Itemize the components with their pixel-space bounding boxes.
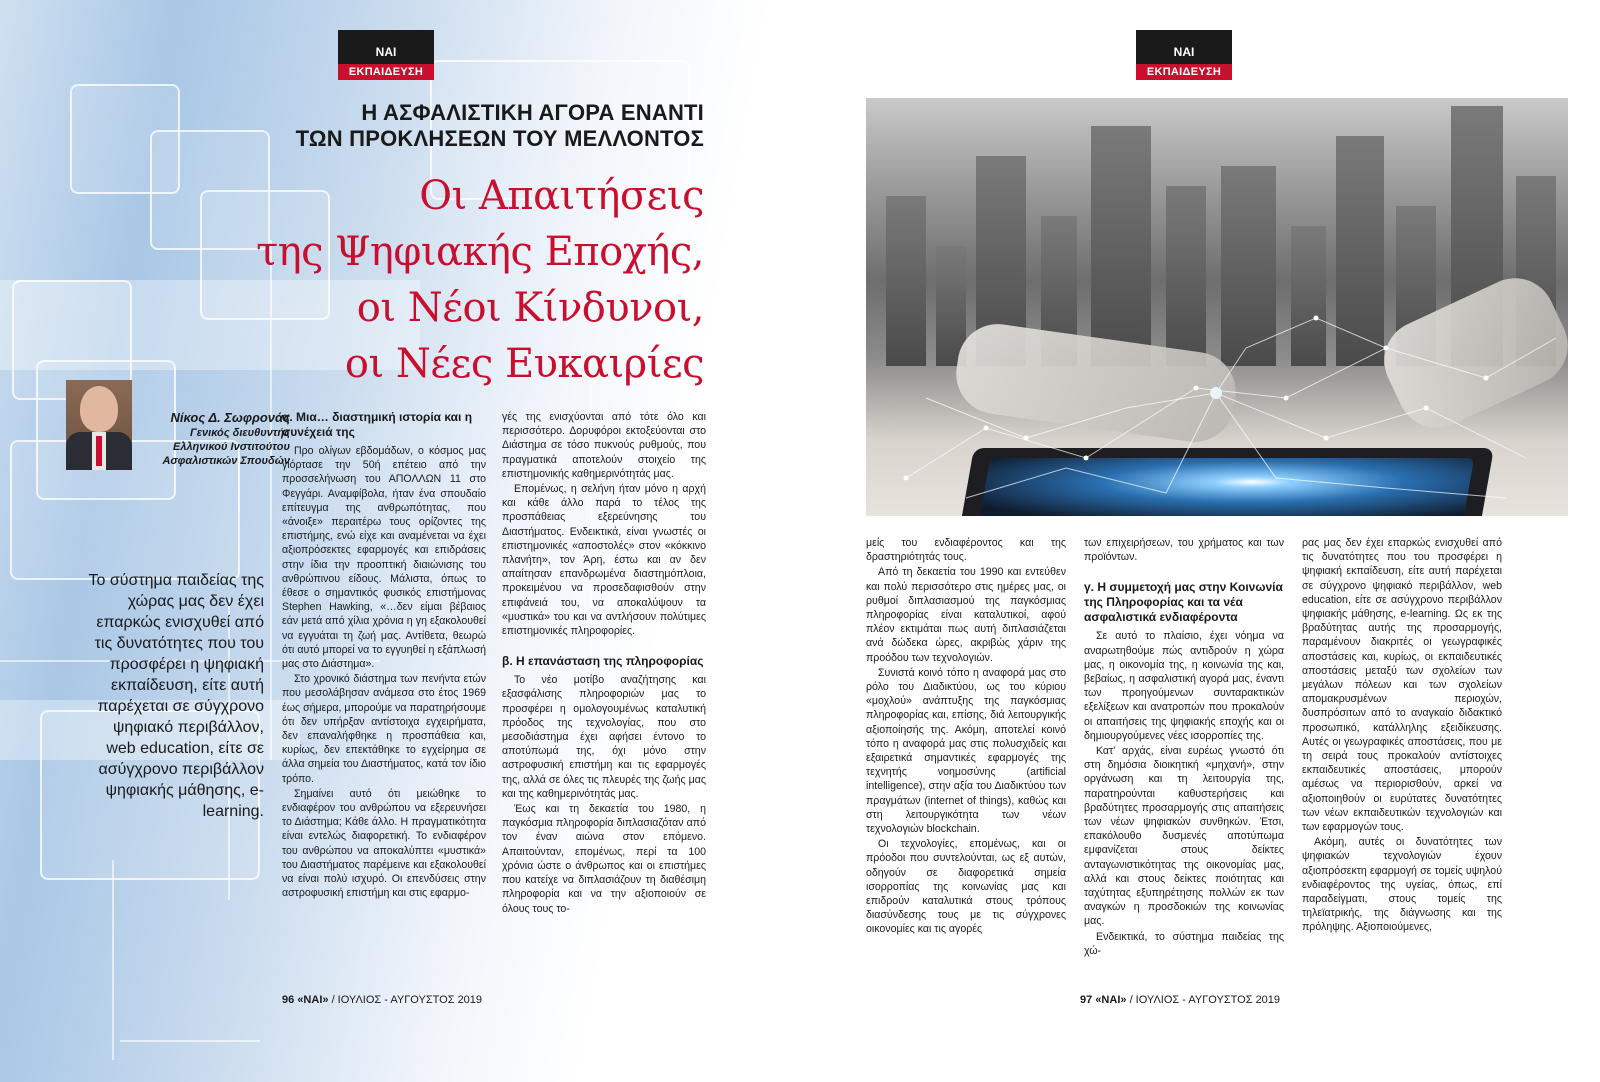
network-overlay bbox=[866, 98, 1568, 516]
network-node bbox=[1324, 436, 1329, 441]
issue-date: / ΙΟΥΛΙΟΣ - ΑΥΓΟΥΣΤΟΣ 2019 bbox=[331, 994, 483, 1006]
paragraph: Οι τεχνολογίες, επομένως, και οι πρόοδοι που συντελούνται, ως εξ αυτών, οδηγούν σε διαφορετικά σημεία ισορροπίας της κοινωνίας μας και επιδρούν καταλυτικά στους τρόπους διασύνδεσης τους με τις σύγχρονες οικονομίες και τις αγορές bbox=[866, 838, 1066, 936]
article-kicker bbox=[144, 100, 704, 152]
network-line bbox=[906, 338, 1556, 478]
section-heading-c: γ. Η συμμετοχή μας στην Κοινωνία της Πληροφορίας και τα νέα ασφαλιστικά ενδιαφέροντα bbox=[1084, 580, 1283, 625]
text-column-3 bbox=[866, 536, 1066, 966]
text-column-1 bbox=[282, 410, 486, 965]
network-node bbox=[984, 426, 989, 431]
paragraph: Κατ' αρχάς, είναι ευρέως γνωστό ότι στη δημόσια διοικητική «μηχανή», στην οργάνωση και τη λειτουργία της, παρατηρούνται καθυστερήσεις και βραδύτητες προσαρμογής στις απαιτήσεις των νέων ψηφιακών συνθηκών. Έτσι, επακόλουθο δυσμενές αποτύπωμα εμφανίζεται στους δείκτες ανταγωνιστικότητας της οικονομίας μας, αλλά και στους δείκτες ποιότητας και ταχύτητας εξυπηρέτησης πολλών εκ των αναγκών η προσδοκιών της κοινωνίας μας. bbox=[1084, 745, 1284, 928]
author-photo bbox=[66, 380, 132, 470]
network-node bbox=[1024, 436, 1029, 441]
network-node bbox=[1284, 396, 1289, 401]
network-node bbox=[1424, 406, 1429, 411]
network-node bbox=[1384, 346, 1389, 351]
article-headline bbox=[104, 168, 704, 392]
paragraph: Το νέο μοτίβο αναζήτησης και εξασφάλισης πληροφοριών μας το προσφέρει η ομολογουμένως καταλυτική πρόοδος της τεχνολογίας, που στο μεσοδιάστημα έχει αφήσει έντονο το αποτύπωμά της, όχι μόνο στην αστροφυσική επιστήμη και τις εφαρμογές της, αλλά σε όλες τις πλευρές της ζωής μας και της καθημερινότητάς μας. bbox=[502, 674, 706, 800]
page-folio bbox=[1080, 994, 1280, 1006]
author-photo-head bbox=[80, 386, 118, 432]
network-node bbox=[1314, 316, 1319, 321]
section-tab bbox=[338, 30, 434, 80]
paragraph: Προ ολίγων εβδομάδων, ο κόσμος μας γιόρτασε την 50ή επέτειο από την προσσελήνωση του ΑΠΟΛΛΩΝ 11 στο Φεγγάρι. Αναμφίβολα, ήταν ένα σπουδαίο επίτευγμα της ανθρωπότητας, που «άνοιξε» περαιτέρω τους ορίζοντες της επιστήμης, ενώ είχε και αναμένεται να έχει αξιοπρόσεκτες εφαρμογές και επιδράσεις στην ίδια την προοπτική διαιώνισης του ανθρώπινου είδους. Μάλιστα, όπως το έθεσε ο σημαντικός φυσικός επιστήμονας Stephen Hawking, «…δεν είμαι βέβαιος εάν μετά από χίλια χρόνια η γη εξακολουθεί να εγγυάται τη ζωή μας. Αντίθετα, θεωρώ ότι αυτό μπορεί να το εγγυηθεί η εξάπλωσή μας στο Διάστημα». bbox=[282, 445, 486, 671]
right-page bbox=[800, 0, 1600, 1082]
network-glow-node bbox=[1210, 387, 1222, 399]
page-folio bbox=[282, 994, 482, 1006]
headline-line: της Ψηφιακής Εποχής, bbox=[256, 229, 704, 275]
paragraph: των επιχειρήσεων, του χρήματος και των προϊόντων. bbox=[1084, 537, 1284, 564]
paragraph: Ενδεικτικά, το σύστημα παιδείας της χώ- bbox=[1084, 930, 1284, 957]
author-byline bbox=[140, 410, 290, 468]
author-role-line: Γενικός διευθυντής bbox=[190, 427, 290, 439]
author-name: Νίκος Δ. Σωφρονάς bbox=[170, 410, 290, 425]
hero-image bbox=[866, 98, 1568, 516]
issue-date: / ΙΟΥΛΙΟΣ - ΑΥΓΟΥΣΤΟΣ 2019 bbox=[1129, 994, 1281, 1006]
author-role-line: Ελληνικού Ινστιτούτου bbox=[172, 441, 290, 453]
section-tab-magazine: ΝΑΙ bbox=[1136, 30, 1232, 64]
kicker-line: Η ΑΣΦΑΛΙΣΤΙΚΗ ΑΓΟΡΑ ΕΝΑΝΤΙ bbox=[361, 100, 704, 125]
section-tab bbox=[1136, 30, 1232, 80]
text-column-2 bbox=[502, 410, 706, 965]
kicker-line: ΤΩΝ ΠΡΟΚΛΗΣΕΩΝ ΤΟΥ ΜΕΛΛΟΝΤΟΣ bbox=[295, 126, 704, 151]
section-heading-a: α. Μια… διαστημική ιστορία και η συνέχειά της bbox=[282, 410, 473, 439]
magazine-name: «ΝΑΙ» bbox=[297, 994, 329, 1006]
headline-line: Οι Απαιτήσεις bbox=[419, 173, 704, 219]
paragraph: Σημαίνει αυτό ότι μειώθηκε το ενδιαφέρον του ανθρώπου να εξερευνήσει το Διάστημα; Κάθε άλλο. Η πραγματικότητα είναι εντελώς διαφορετική. Το ενδιαφέρον του ανθρώπου να αποκαλύπτει «μυστικά» του Διαστήματος παρέμεινε και εξακολουθεί να είναι πολύ ισχυρό. Οι επενδύσεις στην αστροφυσική επιστήμη και στις εφαρμο- bbox=[282, 787, 486, 900]
network-node bbox=[1194, 386, 1199, 391]
network-node bbox=[1484, 376, 1489, 381]
paragraph: Συνιστά κοινό τόπο η αναφορά μας στο ρόλο του Διαδικτύου, ως του κύριου «μοχλού» ανάπτυξης της παγκόσμιας πληροφορίας και, επίσης, διά λειτουργικής αξιοποίησής της. Ακόμη, αποτελεί κοινό τόπο η αναφορά μας στις πολυσχιδείς και εξαιρετικά σημαντικές εφαρμογές της τεχνητής νοημοσύνης (artificial intelligence), στην αξία του Διαδικτύου των πραγμάτων (internet of things), καθώς και στη λειτουργικότητα των νέων τεχνολογιών blockchain. bbox=[866, 666, 1066, 836]
text-column-5 bbox=[1302, 536, 1502, 966]
background-line bbox=[112, 860, 114, 1060]
section-tab-category: ΕΚΠΑΙΔΕΥΣΗ bbox=[1136, 64, 1232, 80]
pull-quote: Το σύστημα παιδείας της χώρας μας δεν έχει επαρκώς ενισχυθεί από τις δυνατότητες που του προσφέρει η ψηφιακή εκπαίδευση, είτε αυτή παρέχεται σε σύγχρονο ψηφιακό περιβάλλον, web education, είτε σε ασύγχρονο περιβάλλον ψηφιακής μάθησης, e-learning. bbox=[88, 572, 264, 820]
paragraph: μείς του ενδιαφέροντος και της δραστηριότητάς τους. bbox=[866, 537, 1066, 564]
page-number: 97 bbox=[1080, 994, 1093, 1006]
magazine-name: «ΝΑΙ» bbox=[1095, 994, 1127, 1006]
section-tab-magazine: ΝΑΙ bbox=[338, 30, 434, 64]
paragraph: ρας μας δεν έχει επαρκώς ενισχυθεί από τις δυνατότητες που του προσφέρει η ψηφιακή εκπαίδευση, είτε αυτή παρέχεται σε σύγχρονο ψηφιακό περιβάλλον, web education, είτε σε ασύγχρονο περιβάλλον ψηφιακής μάθησης, e-learning. Ως εκ της βραδύτητας αυτής της προσαρμογής, παραμένουν διακριτές οι γεωγραφικές αποστάσεις και, κυρίως, οι εκπαιδευτικές αποστάσεις μεταξύ των σχολείων των μεγάλων πόλεων και των σχολείων απομακρυσμένων περιοχών, δυσπρόσιτων από το αναγκαίο διδακτικό προσωπικό, κατάλληλης εξειδίκευσης. Αυτές οι γεωγραφικές αποστάσεις, που με τη σειρά τους προκαλούν αντίστοιχες εκπαιδευτικές αποστάσεις, μπορούν αμέσως να περιορισθούν, αρκεί να αξιοποιηθούν οι ευρύτατες δυνατότητες των νέων εκπαιδευτικών τεχνολογιών και των εφαρμογών τους. bbox=[1302, 537, 1502, 834]
page-number: 96 bbox=[282, 994, 295, 1006]
network-line bbox=[926, 393, 1526, 458]
paragraph: Ακόμη, αυτές οι δυνατότητες των ψηφιακών τεχνολογιών έχουν αξιοπρόσεκτη εφαρμογή σε τομείς υψηλού ενδιαφέροντος της υγείας, όπως, επί παραδείγματι, στους τομείς της τηλεϊατρικής, της διάγνωσης και της πρόληψης. Αξιοποιούμενες, bbox=[1302, 836, 1502, 934]
author-photo-tie bbox=[96, 436, 102, 466]
background-line bbox=[120, 1040, 260, 1042]
paragraph: Έως και τη δεκαετία του 1980, η παγκόσμια πληροφορία διπλασιαζόταν από τον έναν αιώνα στον επόμενο. Απαιτούνταν, επομένως, περί τα 100 χρόνια ώστε ο άνθρωπος και οι επιστήμες που κατείχε να διπλασιάζουν τη διαθέσιμη πληροφορία και να την αξιοποιούν σε όλους τους το- bbox=[502, 803, 706, 915]
paragraph: Στο χρονικό διάστημα των πενήντα ετών που μεσολάβησαν ανάμεσα στο έτος 1969 έως σήμερα, μπορούμε να παρατηρήσουμε ότι δεν υπήρξαν αντίστοιχα εγχειρήματα, δεν επαναλήφθηκε η προσπάθεια και, κυρίως, δεν επεκτάθηκε το εγχείρημα σε άλλα σημεία του Διαστήματος, κατά τον ίδιο τρόπο. bbox=[282, 673, 486, 785]
author-role-line: Ασφαλιστικών Σπουδών bbox=[162, 455, 290, 467]
headline-line: οι Νέοι Κίνδυνοι, bbox=[356, 285, 704, 331]
network-line bbox=[1216, 318, 1386, 393]
paragraph: Από τη δεκαετία του 1990 και εντεύθεν και πολύ περισσότερο στις ημέρες μας, οι ρυθμοί διπλασιασμού της παγκόσμιας πληροφορίας είναι καταλυτικοί, αφού πλέον εκτιμάται πως αυτή διπλασιάζεται ανά δώδεκα ώρες, ακριβώς χάριν της προόδου των τεχνολογιών. bbox=[866, 566, 1066, 664]
section-tab-category: ΕΚΠΑΙΔΕΥΣΗ bbox=[338, 64, 434, 80]
paragraph: Σε αυτό το πλαίσιο, έχει νόημα να αναρωτηθούμε πώς αντιδρούν η χώρα μας, η οικονομία της, η κοινωνία της και, βεβαίως, η ασφαλιστική αγορά μας, έναντι των προηγούμενων συνταρακτικών εξελίξεων και ανατροπών που προκαλούν οι απαιτήσεις της ψηφιακής εποχής και οι δημιουργούμενες νέες ισορροπίες της. bbox=[1084, 630, 1284, 742]
section-heading-b: β. Η επανάσταση της πληροφορίας bbox=[502, 654, 704, 669]
paragraph: γές της ενισχύονται από τότε όλο και περισσότερο. Δορυφόροι εκτοξεύονται στο Διάστημα σε τόσο πυκνούς ρυθμούς, που πραγματικά αποτελούν στοιχείο της επιστημονικής καθημερινότητάς μας. bbox=[502, 411, 706, 480]
paragraph: Επομένως, η σελήνη ήταν μόνο η αρχή και κάθε άλλο παρά το τέλος της προσπάθειας εξερεύνησης του Διαστήματος. Ενδεικτικά, είναι γνωστές οι επιστημονικές «αποστολές» στον «κόκκινο πλανήτη», τον Άρη, έστω και αν δεν απαίτησαν επανδρωμένα διαστημόπλοια, προκειμένου να προσεδαφισθούν στην επιφάνειά του, να αποκαλύψουν τα «μυστικά» του και να αντλήσουν πολύτιμες επιστημονικές πληροφορίες. bbox=[502, 483, 706, 638]
headline-line: οι Νέες Ευκαιρίες bbox=[344, 341, 704, 387]
text-column-4 bbox=[1084, 536, 1284, 966]
network-node bbox=[904, 476, 909, 481]
network-node bbox=[1084, 456, 1089, 461]
